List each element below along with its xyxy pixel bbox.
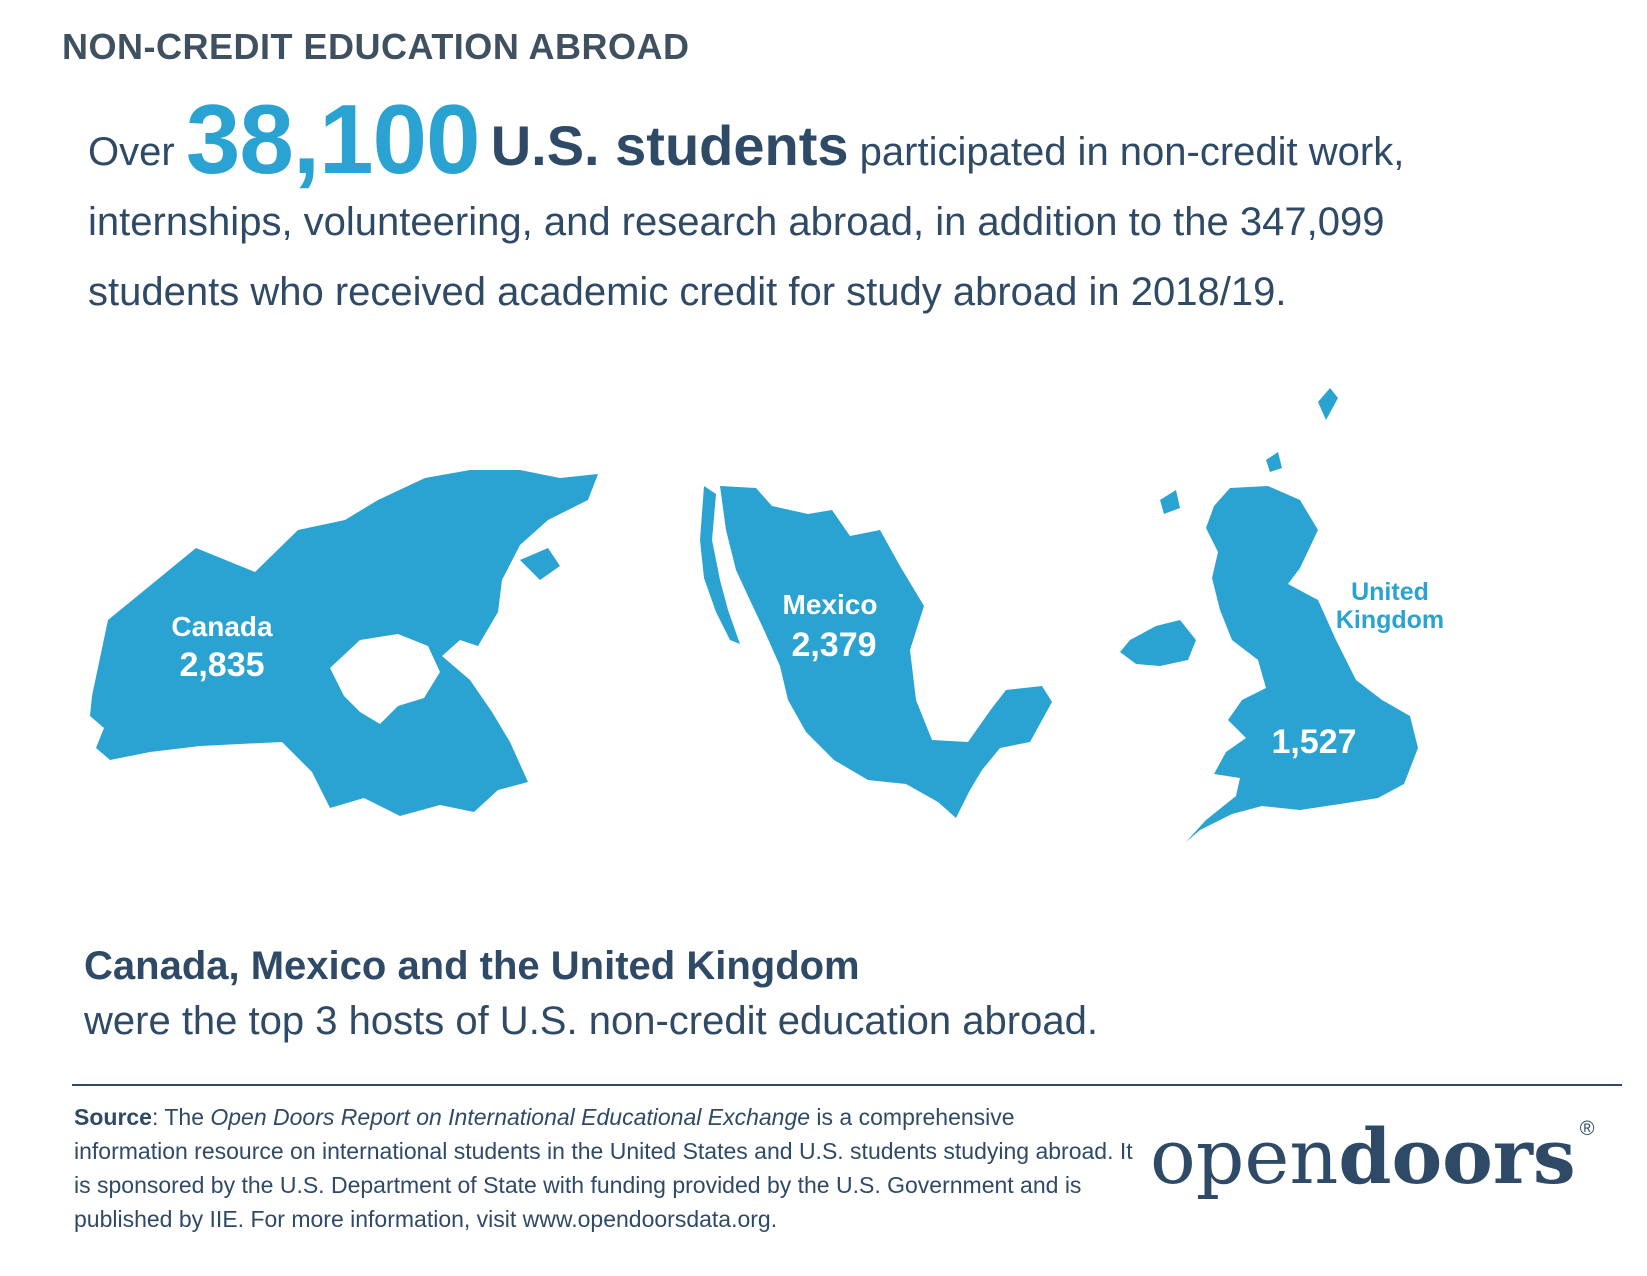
headline-subject: U.S. students: [490, 114, 849, 177]
registered-mark: ®: [1579, 1118, 1595, 1140]
footer-divider: [72, 1084, 1622, 1086]
uk-label-line2: Kingdom: [1335, 606, 1445, 634]
headline-rest: participated in non-credit work, internships, volunteering, and research abroad, in addition to the 347,099 students who received academic credit for study abroad in 2018/19.: [88, 130, 1405, 314]
ireland-shape: [1120, 620, 1196, 666]
summary: [84, 940, 1098, 1050]
source-label: Source: [74, 1104, 152, 1130]
source-report-title: Open Doors Report on International Educational Exchange: [210, 1104, 811, 1130]
logo-open: open: [1150, 1112, 1339, 1201]
great-britain-shape: [1186, 486, 1418, 842]
source-pre: : The: [151, 1104, 211, 1130]
headline: [88, 84, 1538, 327]
headline-prefix: Over: [88, 130, 175, 174]
logo-doors: doors: [1338, 1112, 1576, 1201]
summary-line-2: were the top 3 hosts of U.S. non-credit education abroad.: [84, 999, 1098, 1043]
mexico-value: 2,379: [791, 626, 877, 664]
canada-label: Canada: [171, 611, 273, 642]
source-note: [74, 1100, 1134, 1236]
opendoors-logo: [1150, 1112, 1594, 1201]
summary-line-1: Canada, Mexico and the United Kingdom: [84, 944, 860, 988]
canada-value: 2,835: [179, 646, 265, 684]
canada-shape: [90, 470, 598, 816]
page-kicker: NON-CREDIT EDUCATION ABROAD: [62, 26, 690, 67]
mexico-shape: [720, 486, 1052, 818]
mexico-label: Mexico: [782, 589, 878, 620]
uk-value: 1,527: [1271, 723, 1357, 761]
headline-number: 38,100: [185, 84, 480, 194]
country-maps: [0, 380, 1647, 880]
source-body: is a comprehensive information resource on international students in the United States and U.S. students studying abroad. It is sponsored by the U.S. Department of State with funding provided by the U.S. Government and is published by IIE. For more information, visit www.opendoorsdata.org.: [74, 1104, 1133, 1232]
uk-label-line1: United: [1351, 578, 1429, 606]
canada-map: [90, 470, 598, 816]
